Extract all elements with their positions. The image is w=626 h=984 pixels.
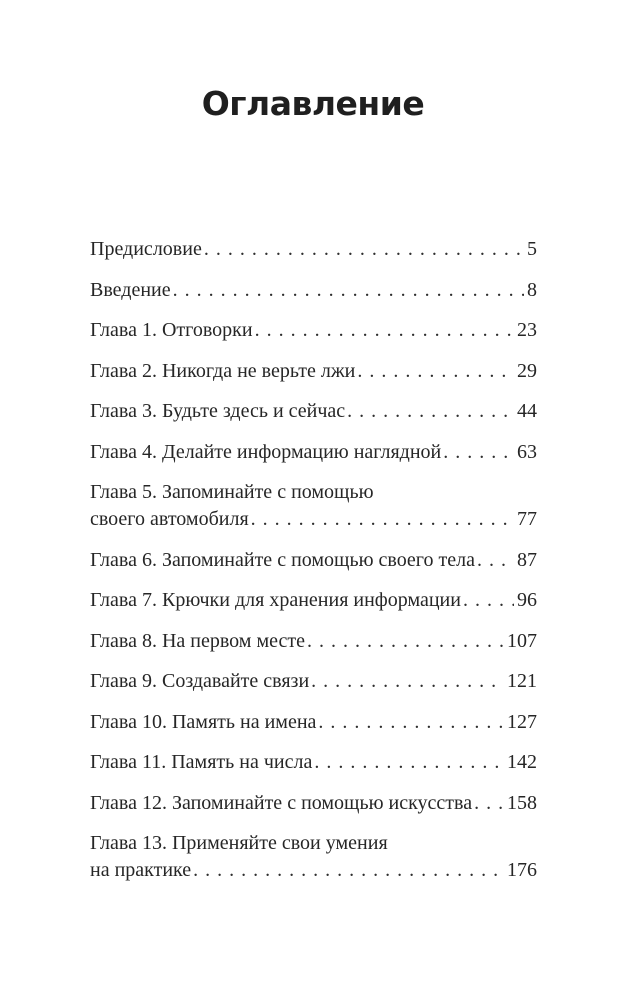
toc-entry-label: Глава 12. Запоминайте с помощью искусства: [90, 791, 473, 814]
toc-entry[interactable]: [90, 277, 537, 304]
table-of-contents: [90, 236, 537, 884]
toc-entry-label: Глава 2. Никогда не верьте лжи: [90, 359, 356, 382]
toc-entry-label: Предисловие: [90, 238, 202, 260]
toc-entry-label: Глава 7. Крючки для хранения информации: [90, 589, 461, 611]
toc-page-number: 44: [517, 400, 537, 422]
toc-page-number: 121: [507, 670, 537, 692]
toc-entry-label-continued: на практике: [90, 859, 192, 881]
dot-leader: [443, 439, 514, 466]
dot-leader: [251, 506, 514, 533]
toc-entry-label: Глава 6. Запоминайте с помощью своего тела: [90, 548, 475, 571]
toc-page-number: 127: [507, 710, 537, 733]
dot-leader: [357, 358, 514, 385]
toc-page-number: 142: [507, 751, 537, 773]
toc-entry-label: Глава 3. Будьте здесь и сейчас: [90, 400, 346, 422]
toc-page-number: 158: [507, 791, 537, 814]
dot-leader: [173, 277, 524, 304]
toc-entry[interactable]: [90, 358, 537, 385]
toc-entry[interactable]: [90, 547, 537, 574]
dot-leader: [463, 587, 514, 614]
toc-entry[interactable]: [90, 668, 537, 695]
toc-entry[interactable]: [90, 236, 537, 263]
toc-entry-label: Глава 5. Запоминайте с помощью: [90, 481, 374, 503]
toc-page-number: 77: [517, 508, 537, 530]
dot-leader: [311, 668, 504, 695]
toc-page-number: 8: [527, 278, 537, 301]
toc-entry[interactable]: [90, 317, 537, 344]
dot-leader: [255, 317, 514, 344]
page-title: Оглавление: [201, 84, 425, 123]
toc-entry-label: Глава 8. На первом месте: [90, 629, 305, 652]
toc-page-number: 107: [507, 629, 537, 652]
toc-entry[interactable]: [90, 749, 537, 776]
dot-leader: [347, 398, 514, 425]
dot-leader: [314, 749, 504, 776]
dot-leader: [318, 709, 504, 736]
dot-leader: [307, 628, 504, 655]
toc-entry-label: Глава 1. Отговорки: [90, 319, 253, 341]
toc-entry-label: Введение: [90, 278, 171, 301]
toc-entry[interactable]: [90, 628, 537, 655]
toc-entry[interactable]: [90, 398, 537, 425]
toc-entry[interactable]: [90, 709, 537, 736]
toc-page-number: 23: [517, 319, 537, 341]
toc-entry[interactable]: [90, 479, 537, 533]
toc-entry-label: Глава 9. Создавайте связи: [90, 670, 310, 692]
toc-entry-label-continued: своего автомобиля: [90, 508, 249, 530]
toc-page-number: 63: [517, 440, 537, 463]
toc-entry-label: Глава 11. Память на числа: [90, 751, 313, 773]
toc-page-number: 176: [507, 859, 537, 881]
toc-entry[interactable]: [90, 830, 537, 884]
toc-entry[interactable]: [90, 587, 537, 614]
dot-leader: [193, 857, 504, 884]
toc-entry-label: Глава 4. Делайте информацию наглядной: [90, 440, 442, 463]
toc-page-number: 96: [517, 589, 537, 611]
toc-page-number: 29: [517, 359, 537, 382]
toc-entry[interactable]: [90, 439, 537, 466]
toc-entry[interactable]: [90, 790, 537, 817]
toc-page-number: 87: [517, 548, 537, 571]
dot-leader: [204, 236, 524, 263]
toc-entry-label: Глава 13. Применяйте свои умения: [90, 832, 388, 854]
toc-page-number: 5: [527, 238, 537, 260]
dot-leader: [474, 790, 504, 817]
dot-leader: [477, 547, 514, 574]
toc-entry-label: Глава 10. Память на имена: [90, 710, 317, 733]
